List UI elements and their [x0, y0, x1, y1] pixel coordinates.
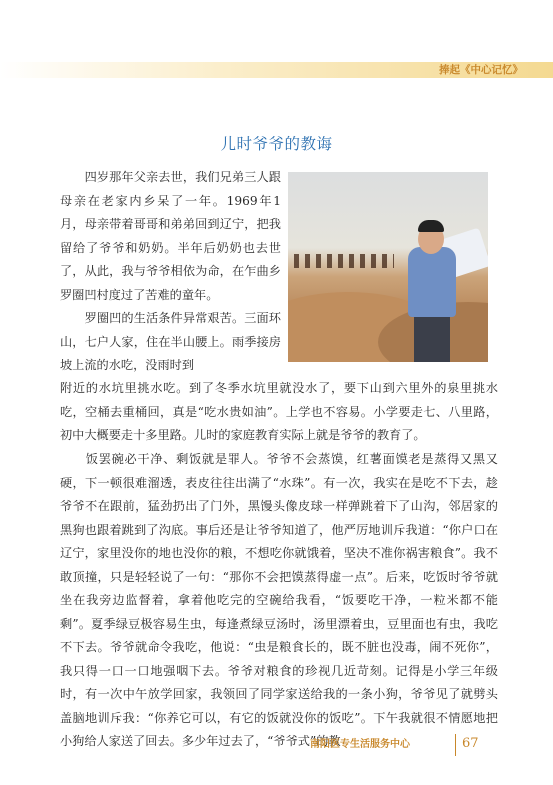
desert-portrait-photo — [288, 172, 488, 362]
article-title: 儿时爷爷的教诲 — [220, 135, 333, 153]
paragraph-3: 饭罢碗必干净、剩饭就是罪人。爷爷不会蒸馍，红薯面馍老是蒸得又黑又硬，下一顿很难溜透，表皮往往出满了“水珠”。有一次，我实在是吃不下去，趁爷爷不在跟前，猛劲扔出了门外，黑馒头像皮球一样弹跳着下了山沟，邻居家的黑狗也跟着跳到了沟底。事后还是让爷爷知道了，他严厉地训斥我道：“你户口在辽宁，家里没你的地也没你的粮，不想吃你就饿着，坚决不准你祸害粮食”。我不敢顶撞，只是轻轻说了一句：“那你不会把馍蒸得虚一点”。后来，吃饭时爷爷就坐在我旁边监督着，拿着他吃完的空碗给我看，“饭要吃干净，一粒米都不能剩”。夏季绿豆极容易生虫，每逢煮绿豆汤时，汤里漂着虫，豆里面也有虫，我吃不下去。爷爷就命令我吃，他说：“虫是粮食长的，既不脏也没毒，闹不死你”，我只得一口一口地强咽下去。爷爷对粮食的珍视几近苛刻。记得是小学三年级时，有一次中午放学回家，我领回了同学家送给我的一条小狗，爷爷见了就劈头盖脑地训斥我：“你养它可以，有它的饭就没你的饭吃”。下午我就很不情愿地把小狗给人家送了回去。多少年过去了，“爷爷式”的教 — [60, 452, 498, 748]
paragraph-2-continued: 附近的水坑里挑水吃。到了冬季水坑里就没水了，要下山到六里外的泉里挑水吃，空桶去重桶回，真是“吃水贵如油”。上学也不容易。小学要走七、八里路，初中大概要走十多里路。儿时的家庭教育实际上就是爷爷的教育了。 — [60, 381, 498, 442]
footer-divider — [455, 734, 456, 756]
section-tag: 捧起《中心记忆》 — [439, 64, 523, 76]
person-hair — [418, 220, 444, 232]
page-number: 67 — [462, 736, 479, 751]
person-legs — [414, 317, 450, 362]
camel-caravan — [294, 254, 394, 268]
person-body — [408, 247, 456, 317]
paragraph-2: 罗圈凹的生活条件异常艰苦。三面环山，七户人家，住在半山腰上。雨季接房坡上流的水吃，没雨时到 — [60, 311, 281, 372]
footer-organization: 南阳医专生活服务中心 — [310, 739, 410, 750]
paragraph-1: 四岁那年父亲去世，我们兄弟三人跟母亲在老家内乡呆了一年。1969年1月，母亲带着哥哥和弟弟回到辽宁，把我留给了爷爷和奶奶。半年后奶奶也去世了，从此，我与爷爷相依为命，在乍曲乡罗圈凹村度过了苦难的童年。 — [60, 170, 281, 302]
